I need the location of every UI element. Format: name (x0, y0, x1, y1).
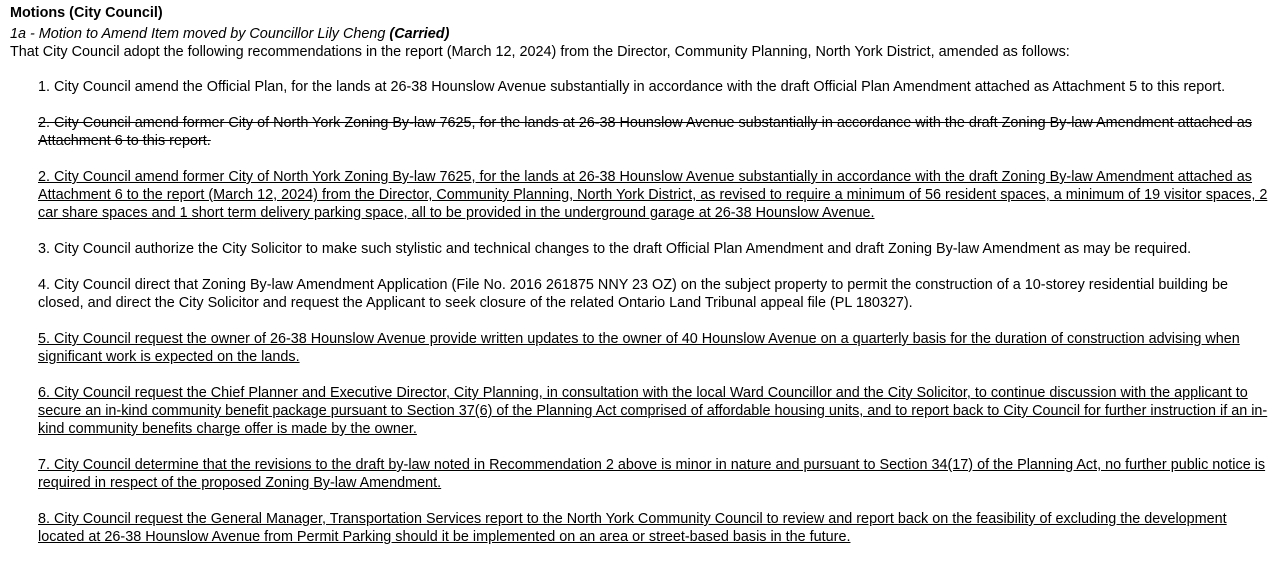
motion-intro: That City Council adopt the following recommendations in the report (March 12, 2024) from the Director, Community Planning, North York District, amended as follows: (10, 44, 1070, 60)
recommendation-3 (38, 240, 1270, 258)
recommendation-text: 6. City Council request the Chief Planner and Executive Director, City Planning, in consultation with the local Ward Councillor and the City Solicitor, to continue discussion with the applicant to secure an in-kind community benefit package pursuant to Section 37(6) of the Planning Act comprised of affordable housing units, and to report back to City Council for further instruction if an in-kind community benefits charge offer is made by the owner. (38, 385, 1268, 437)
recommendation-8 (38, 510, 1270, 546)
recommendation-2-deleted (38, 114, 1270, 150)
motion-heading-text: 1a - Motion to Amend Item moved by Councillor Lily Cheng (10, 26, 386, 42)
recommendation-2-amended (38, 168, 1270, 222)
section-title: Motions (City Council) (10, 5, 163, 21)
recommendation-text: 2. City Council amend former City of North York Zoning By-law 7625, for the lands at 26-38 Hounslow Avenue substantially in accordance with the draft Zoning By-law Amendment attached as Attachment 6 to the report (March 12, 2024) from the Director, Community Planning, North York District, as revised to require a minimum of 56 resident spaces, a minimum of 19 visitor spaces, 2 car share spaces and 1 short term delivery parking space, all to be provided in the underground garage at 26-38 Hounslow Avenue. (38, 169, 1268, 221)
recommendation-7 (38, 456, 1270, 492)
recommendation-1 (38, 78, 1270, 96)
recommendation-text: 2. City Council amend former City of North York Zoning By-law 7625, for the lands at 26-38 Hounslow Avenue substantially in accordance with the draft Zoning By-law Amendment attached as Attachment 6 to this report. (38, 115, 1252, 149)
recommendation-text: 3. City Council authorize the City Solicitor to make such stylistic and technical changes to the draft Official Plan Amendment and draft Zoning By-law Amendment as may be required. (38, 241, 1192, 257)
recommendation-4 (38, 276, 1270, 312)
motion-status: (Carried) (389, 26, 450, 42)
recommendation-text: 5. City Council request the owner of 26-38 Hounslow Avenue provide written updates to the owner of 40 Hounslow Avenue on a quarterly basis for the duration of construction advising when significant work is expected on the lands. (38, 331, 1240, 365)
recommendation-text: 4. City Council direct that Zoning By-law Amendment Application (File No. 2016 261875 NNY 23 OZ) on the subject property to permit the construction of a 10-storey residential building be closed, and direct the City Solicitor and request the Applicant to seek closure of the related Ontario Land Tribunal appeal file (PL 180327). (38, 277, 1228, 311)
recommendation-text: 7. City Council determine that the revisions to the draft by-law noted in Recommendation 2 above is minor in nature and pursuant to Section 34(17) of the Planning Act, no further public notice is required in respect of the proposed Zoning By-law Amendment. (38, 457, 1266, 491)
recommendation-5 (38, 330, 1270, 366)
motion-heading (10, 25, 1270, 43)
recommendation-text: 1. City Council amend the Official Plan, for the lands at 26-38 Hounslow Avenue substantially in accordance with the draft Official Plan Amendment attached as Attachment 5 to this report. (38, 79, 1226, 95)
recommendation-text: 8. City Council request the General Manager, Transportation Services report to the North York Community Council to review and report back on the feasibility of excluding the development located at 26-38 Hounslow Avenue from Permit Parking should it be implemented on an area or street-based basis in the future. (38, 511, 1227, 545)
recommendation-6 (38, 384, 1270, 438)
